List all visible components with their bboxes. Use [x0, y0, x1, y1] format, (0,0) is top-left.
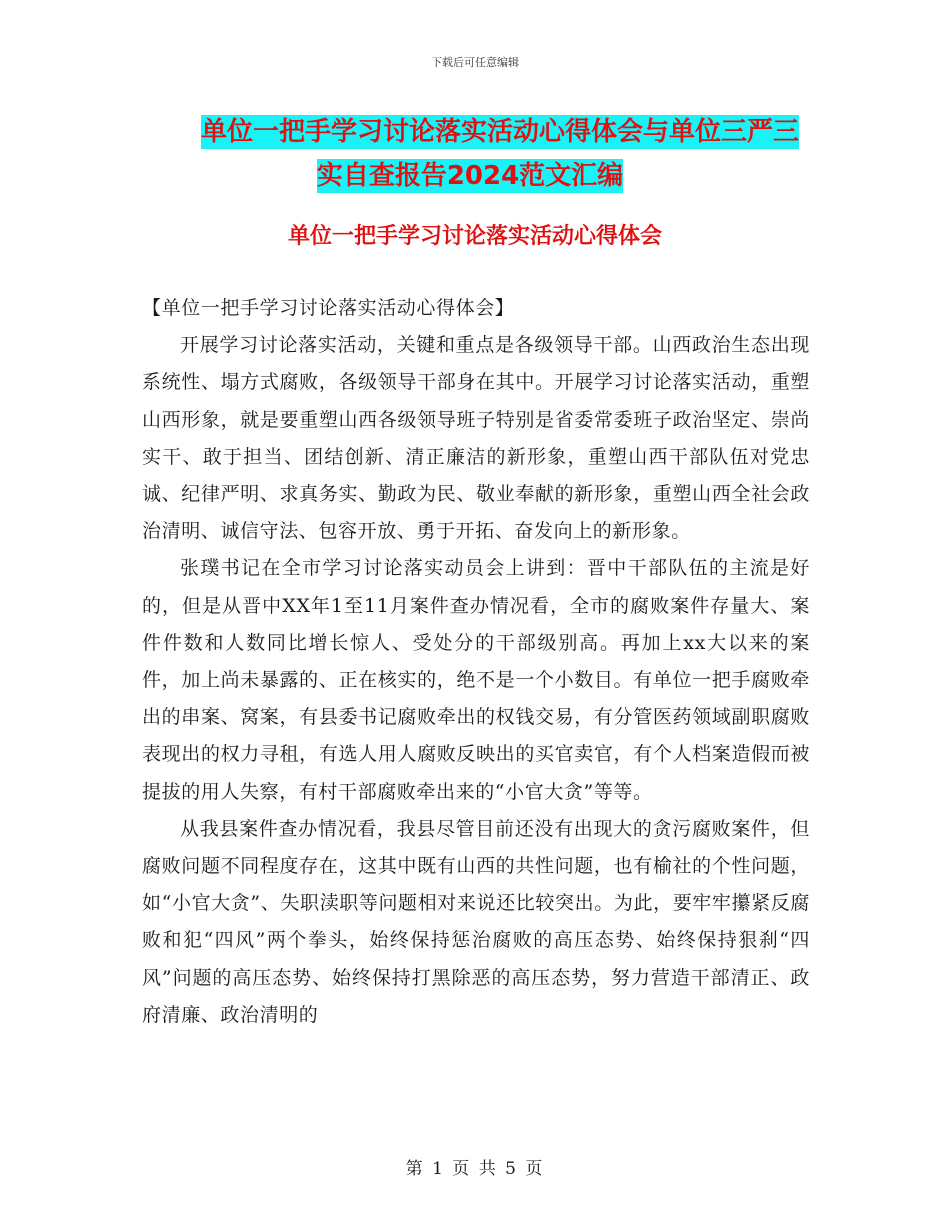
title-line-2 — [0, 154, 950, 198]
paragraph-3: 从我县案件查办情况看，我县尽管目前还没有出现大的贪污腐败案件，但腐败问题不同程度存在，这其中既有山西的共性问题，也有榆社的个性问题，如“小官大贪”、失职渎职等问题相对来说还比较突出。为此，要牢牢攥紧反腐败和犯“四风”两个拳头，始终保持惩治腐败的高压态势、始终保持狠刹“四风”问题的高压态势、始终保持打黑除恶的高压态势，努力营造干部清正、政府清廉、政治清明的 — [142, 817, 810, 1026]
page-number: 第 1 页 共 5 页 — [405, 1159, 545, 1179]
body-text — [142, 290, 810, 1034]
paragraph-2: 张璞书记在全市学习讨论落实动员会上讲到：晋中干部队伍的主流是好的，但是从晋中XX年1至11月案件查办情况看，全市的腐败案件存量大、案件件数和人数同比增长惊人、受处分的干部级别高。再加上xx大以来的案件，加上尚未暴露的、正在核实的，绝不是一个小数目。有单位一把手腐败牵出的串案、窝案，有县委书记腐败牵出的权钱交易，有分管医药领域副职腐败表现出的权力寻租，有选人用人腐败反映出的买官卖官，有个人档案造假而被提拔的用人失察，有村干部腐败牵出来的“小官大贪”等等。 — [142, 557, 810, 803]
title-line-1 — [0, 110, 950, 154]
subheading: 【单位一把手学习讨论落实活动心得体会】 — [142, 297, 515, 319]
header-note: 下载后可任意编辑 — [431, 56, 519, 69]
section-title: 单位一把手学习讨论落实活动心得体会 — [287, 224, 662, 249]
paragraph-1: 开展学习讨论落实活动，关键和重点是各级领导干部。山西政治生态出现系统性、塌方式腐败，各级领导干部身在其中。开展学习讨论落实活动，重塑山西形象，就是要重塑山西各级领导班子特别是省委常委班子政治坚定、崇尚实干、敢于担当、团结创新、清正廉洁的新形象，重塑山西干部队伍对党忠诚、纪律严明、求真务实、勤政为民、敬业奉献的新形象，重塑山西全社会政治清明、诚信守法、包容开放、勇于开拓、奋发向上的新形象。 — [142, 334, 810, 543]
title-line-2-text: 实自查报告2024范文汇编 — [316, 161, 624, 191]
document-title — [0, 110, 950, 198]
title-line-1-text: 单位一把手学习讨论落实活动心得体会与单位三严三 — [200, 117, 799, 147]
